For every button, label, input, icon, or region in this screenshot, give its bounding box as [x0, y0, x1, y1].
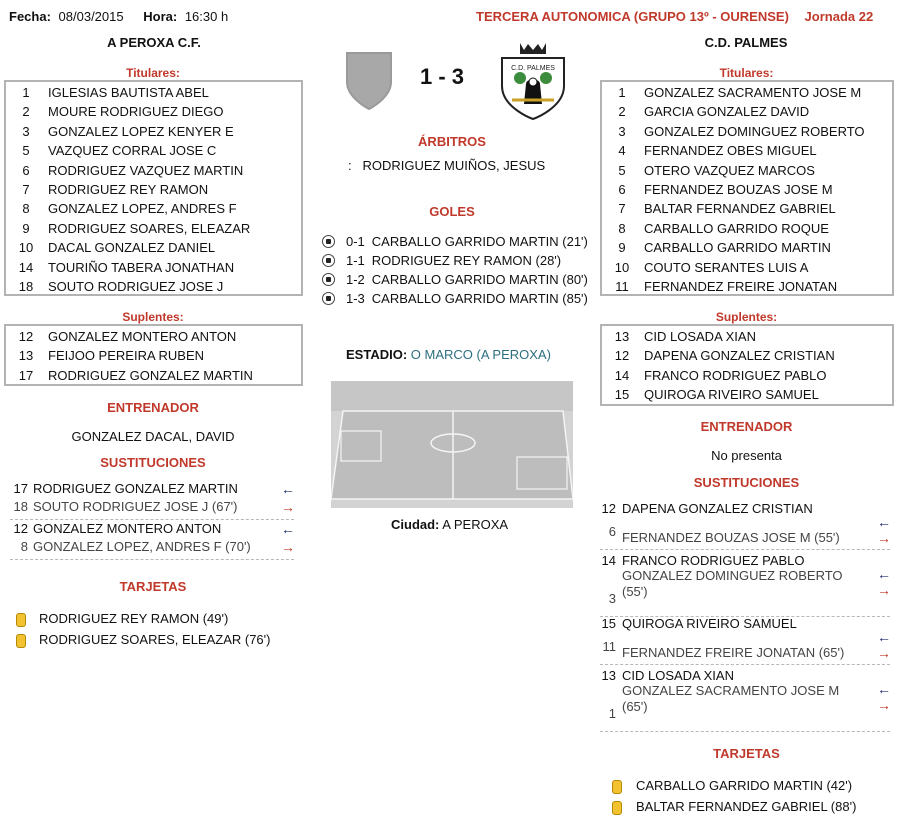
away-titular-player-row — [602, 277, 892, 296]
player-name: OTERO VAZQUEZ MARCOS — [644, 162, 815, 178]
home-titular-player-row — [6, 277, 301, 296]
home-team-crest-icon — [339, 50, 399, 112]
competition-title — [476, 9, 873, 24]
arrow-right-icon: → — [281, 539, 295, 555]
away-suplente-player-row — [602, 346, 892, 365]
arrow-left-icon: ← — [877, 681, 891, 697]
away-suplente-player-row — [602, 366, 892, 385]
arbitros-label: ÁRBITROS — [418, 134, 486, 149]
player-name: FERNANDEZ OBES MIGUEL — [644, 143, 817, 159]
player-name: GONZALEZ DOMINGUEZ ROBERTO — [644, 123, 865, 139]
card-player: RODRIGUEZ REY RAMON (49') — [39, 611, 229, 626]
arrow-right-icon: → — [281, 499, 295, 515]
sub-in-number: 17 — [13, 481, 28, 496]
soccer-ball-icon — [322, 292, 335, 305]
hora-label: Hora: — [143, 9, 178, 24]
player-number: 9 — [618, 240, 626, 256]
home-titular-player-row — [6, 238, 301, 257]
away-suplentes-label: Suplentes: — [715, 310, 778, 324]
sub-in-name: CID LOSADA XIAN — [622, 668, 734, 683]
yellow-card-icon — [612, 801, 622, 815]
away-titular-player-row — [602, 258, 892, 277]
sub-in-number: 12 — [13, 521, 28, 536]
player-name: GONZALEZ SACRAMENTO JOSE M — [644, 85, 862, 100]
divider — [600, 664, 890, 665]
estadio-link[interactable]: O MARCO (A PEROXA) — [410, 347, 551, 362]
goal-score: 1-2 — [346, 272, 365, 287]
player-name: DAPENA GONZALEZ CRISTIAN — [644, 348, 835, 364]
player-name: DACAL GONZALEZ DANIEL — [48, 240, 216, 256]
player-number: 17 — [18, 367, 34, 383]
fecha-label: Fecha: — [9, 9, 51, 24]
home-suplente-player-row — [6, 366, 301, 385]
player-name: SOUTO RODRIGUEZ JOSE J — [48, 278, 224, 294]
yellow-card-icon — [612, 780, 622, 794]
player-name: GONZALEZ MONTERO ANTON — [48, 329, 237, 344]
home-titular-player-row — [6, 83, 301, 102]
player-number: 1 — [618, 85, 626, 100]
sub-out-number: 8 — [20, 539, 28, 554]
away-titular-player-row — [602, 83, 892, 102]
player-name: CARBALLO GARRIDO ROQUE — [644, 220, 829, 236]
sub-in-row — [10, 520, 221, 538]
home-titular-player-row — [6, 219, 301, 238]
estadio-line — [346, 347, 551, 362]
away-titular-player-row — [602, 122, 892, 141]
player-name: FERNANDEZ FREIRE JONATAN — [644, 278, 838, 294]
home-titulares-list — [4, 80, 303, 296]
sub-in-name: GONZALEZ MONTERO ANTON — [33, 521, 222, 536]
jornada: Jornada 22 — [804, 9, 874, 24]
competition-name: TERCERA AUTONOMICA (GRUPO 13º - OURENSE) — [476, 9, 789, 24]
goal-row — [346, 289, 588, 308]
goal-row — [346, 232, 588, 251]
home-entrenador-label: ENTRENADOR — [107, 400, 199, 415]
home-suplentes-list — [4, 324, 303, 386]
card-player: CARBALLO GARRIDO MARTIN (42') — [636, 778, 853, 793]
sub-in-number: 14 — [601, 553, 616, 568]
player-number: 12 — [614, 348, 630, 364]
player-name: FRANCO RODRIGUEZ PABLO — [644, 367, 827, 383]
player-name: GONZALEZ LOPEZ KENYER E — [48, 123, 234, 139]
away-titulares-label: Titulares: — [719, 66, 774, 80]
sub-in-name: FRANCO RODRIGUEZ PABLO — [622, 553, 805, 568]
sub-in-row — [10, 480, 238, 498]
goal-player: RODRIGUEZ REY RAMON (28') — [371, 253, 562, 268]
sub-out-number: 18 — [13, 499, 28, 514]
home-suplente-player-row — [6, 327, 301, 346]
away-entrenador-name: No presenta — [711, 448, 782, 463]
arrow-left-icon: ← — [281, 521, 295, 537]
home-titular-player-row — [6, 102, 301, 121]
card-player: BALTAR FERNANDEZ GABRIEL (88') — [636, 799, 857, 814]
player-number: 11 — [615, 278, 629, 294]
estadio-label: ESTADIO: — [346, 347, 408, 362]
arrow-right-icon: → — [877, 697, 891, 713]
sub-out-name: FERNANDEZ BOUZAS JOSE M (55') — [622, 530, 840, 545]
player-number: 5 — [22, 143, 30, 159]
sub-in-name: DAPENA GONZALEZ CRISTIAN — [622, 501, 813, 516]
arrow-right-icon: → — [877, 530, 891, 546]
divider — [600, 549, 890, 550]
home-tarjetas-label: TARJETAS — [119, 579, 187, 594]
goles-label: GOLES — [429, 204, 475, 219]
player-number: 3 — [618, 123, 626, 139]
home-titular-player-row — [6, 122, 301, 141]
player-number: 6 — [22, 162, 30, 178]
match-score: 1 - 3 — [420, 64, 465, 89]
player-number: 7 — [618, 201, 626, 217]
sub-out-name: GONZALEZ LOPEZ, ANDRES F (70') — [33, 539, 251, 554]
hora-value: 16:30 h — [184, 9, 229, 24]
away-team-crest-icon — [498, 40, 568, 122]
arrow-right-icon: → — [877, 645, 891, 661]
home-titular-player-row — [6, 161, 301, 180]
sub-in-number: 12 — [601, 501, 616, 516]
player-number: 7 — [22, 181, 30, 197]
player-name: FERNANDEZ BOUZAS JOSE M — [644, 181, 833, 197]
sub-out-row — [10, 498, 238, 516]
away-titular-player-row — [602, 141, 892, 160]
sub-in-row — [600, 500, 813, 518]
away-suplente-player-row — [602, 327, 892, 346]
home-team-name: A PEROXA C.F. — [107, 35, 201, 50]
player-number: 14 — [18, 259, 34, 275]
yellow-card-icon — [16, 634, 26, 648]
away-titular-player-row — [602, 238, 892, 257]
player-name: QUIROGA RIVEIRO SAMUEL — [644, 387, 819, 403]
sub-in-row — [600, 615, 797, 633]
player-number: 13 — [18, 348, 34, 364]
player-name: GARCIA GONZALEZ DAVID — [644, 104, 810, 120]
sub-out-row — [10, 538, 251, 556]
player-number: 18 — [18, 278, 34, 294]
player-name: IGLESIAS BAUTISTA ABEL — [48, 85, 209, 100]
player-number: 1 — [22, 85, 30, 100]
crest-text: C.D. PALMES — [511, 65, 555, 72]
player-name: COUTO SERANTES LUIS A — [644, 259, 809, 275]
away-team-name: C.D. PALMES — [704, 35, 788, 50]
arrow-left-icon: ← — [877, 514, 891, 530]
sub-in-name: QUIROGA RIVEIRO SAMUEL — [622, 616, 797, 631]
player-number: 10 — [614, 259, 630, 275]
sub-out-name: SOUTO RODRIGUEZ JOSE J (67') — [33, 499, 238, 514]
sub-in-number: 15 — [601, 616, 616, 631]
home-titular-player-row — [6, 199, 301, 218]
away-suplente-player-row — [602, 385, 892, 404]
fecha-value: 08/03/2015 — [58, 9, 124, 24]
arrow-left-icon: ← — [877, 629, 891, 645]
player-number: 2 — [618, 104, 626, 120]
player-number: 3 — [22, 123, 30, 139]
sub-out-number: 11 — [602, 639, 616, 654]
sub-in-name: RODRIGUEZ GONZALEZ MARTIN — [33, 481, 238, 496]
yellow-card-icon — [16, 613, 26, 627]
soccer-ball-icon — [322, 235, 335, 248]
goal-score: 0-1 — [346, 234, 365, 249]
ciudad-value: A PEROXA — [442, 517, 509, 532]
sub-out-number: 6 — [608, 524, 616, 539]
goal-player: CARBALLO GARRIDO MARTIN (21') — [371, 234, 588, 249]
sub-out-name: GONZALEZ DOMINGUEZ ROBERTO (55') — [622, 568, 843, 599]
away-titular-player-row — [602, 161, 892, 180]
away-titular-player-row — [602, 219, 892, 238]
arrow-left-icon: ← — [877, 566, 891, 582]
goal-row — [346, 270, 588, 289]
away-suplentes-list — [600, 324, 894, 406]
player-name: VAZQUEZ CORRAL JOSE C — [48, 143, 217, 159]
divider — [10, 559, 294, 560]
player-name: RODRIGUEZ GONZALEZ MARTIN — [48, 367, 253, 383]
match-date-time — [9, 9, 228, 24]
player-name: RODRIGUEZ SOARES, ELEAZAR — [48, 220, 251, 236]
player-name: TOURIÑO TABERA JONATHAN — [48, 259, 235, 275]
player-name: GONZALEZ LOPEZ, ANDRES F — [48, 201, 237, 217]
player-name: FEIJOO PEREIRA RUBEN — [48, 348, 205, 364]
sub-out-number: 3 — [608, 591, 616, 606]
player-name: MOURE RODRIGUEZ DIEGO — [48, 104, 224, 120]
player-number: 13 — [614, 329, 630, 344]
away-tarjetas-label: TARJETAS — [713, 746, 780, 761]
goal-score: 1-1 — [346, 253, 365, 268]
home-sustituciones-label: SUSTITUCIONES — [100, 455, 206, 470]
home-entrenador-name: GONZALEZ DACAL, DAVID — [71, 429, 235, 444]
home-titular-player-row — [6, 141, 301, 160]
home-titulares-label: Titulares: — [126, 66, 180, 80]
player-number: 15 — [614, 387, 630, 403]
goal-player: CARBALLO GARRIDO MARTIN (85') — [371, 291, 588, 306]
goal-player: CARBALLO GARRIDO MARTIN (80') — [371, 272, 588, 287]
player-number: 10 — [18, 240, 34, 256]
home-titular-player-row — [6, 180, 301, 199]
soccer-ball-icon — [322, 254, 335, 267]
away-entrenador-label: ENTRENADOR — [700, 419, 793, 434]
card-player: RODRIGUEZ SOARES, ELEAZAR (76') — [39, 632, 271, 647]
player-number: 9 — [22, 220, 30, 236]
sub-out-number: 1 — [608, 706, 616, 721]
arrow-right-icon: → — [877, 582, 891, 598]
player-name: CARBALLO GARRIDO MARTIN — [644, 240, 831, 256]
player-number: 14 — [614, 367, 630, 383]
sub-out-name: FERNANDEZ FREIRE JONATAN (65') — [622, 645, 845, 660]
ciudad-label: Ciudad: — [391, 517, 440, 532]
player-name: BALTAR FERNANDEZ GABRIEL — [644, 201, 836, 217]
player-number: 5 — [618, 162, 626, 178]
arrow-left-icon: ← — [281, 481, 295, 497]
goal-score: 1-3 — [346, 291, 365, 306]
away-titular-player-row — [602, 199, 892, 218]
player-number: 4 — [618, 143, 626, 159]
soccer-ball-icon — [322, 273, 335, 286]
ciudad-line — [391, 517, 508, 532]
sub-in-number: 13 — [601, 668, 616, 683]
arbitro-name: : RODRIGUEZ MUIÑOS, JESUS — [348, 158, 546, 173]
player-number: 8 — [618, 220, 626, 236]
away-titulares-list — [600, 80, 894, 296]
home-suplentes-label: Suplentes: — [122, 310, 184, 324]
player-name: RODRIGUEZ VAZQUEZ MARTIN — [48, 162, 244, 178]
away-titular-player-row — [602, 180, 892, 199]
player-number: 8 — [22, 201, 30, 217]
stadium-photo — [331, 381, 573, 508]
player-number: 2 — [22, 104, 30, 120]
player-name: RODRIGUEZ REY RAMON — [48, 181, 209, 197]
player-number: 12 — [18, 329, 34, 344]
player-number: 6 — [618, 181, 626, 197]
sub-out-name: GONZALEZ SACRAMENTO JOSE M (65') — [622, 683, 840, 714]
home-suplente-player-row — [6, 346, 301, 365]
away-sustituciones-label: SUSTITUCIONES — [693, 475, 800, 490]
goal-row — [346, 251, 561, 270]
home-titular-player-row — [6, 258, 301, 277]
player-name: CID LOSADA XIAN — [644, 329, 756, 344]
divider — [600, 731, 890, 732]
away-titular-player-row — [602, 102, 892, 121]
